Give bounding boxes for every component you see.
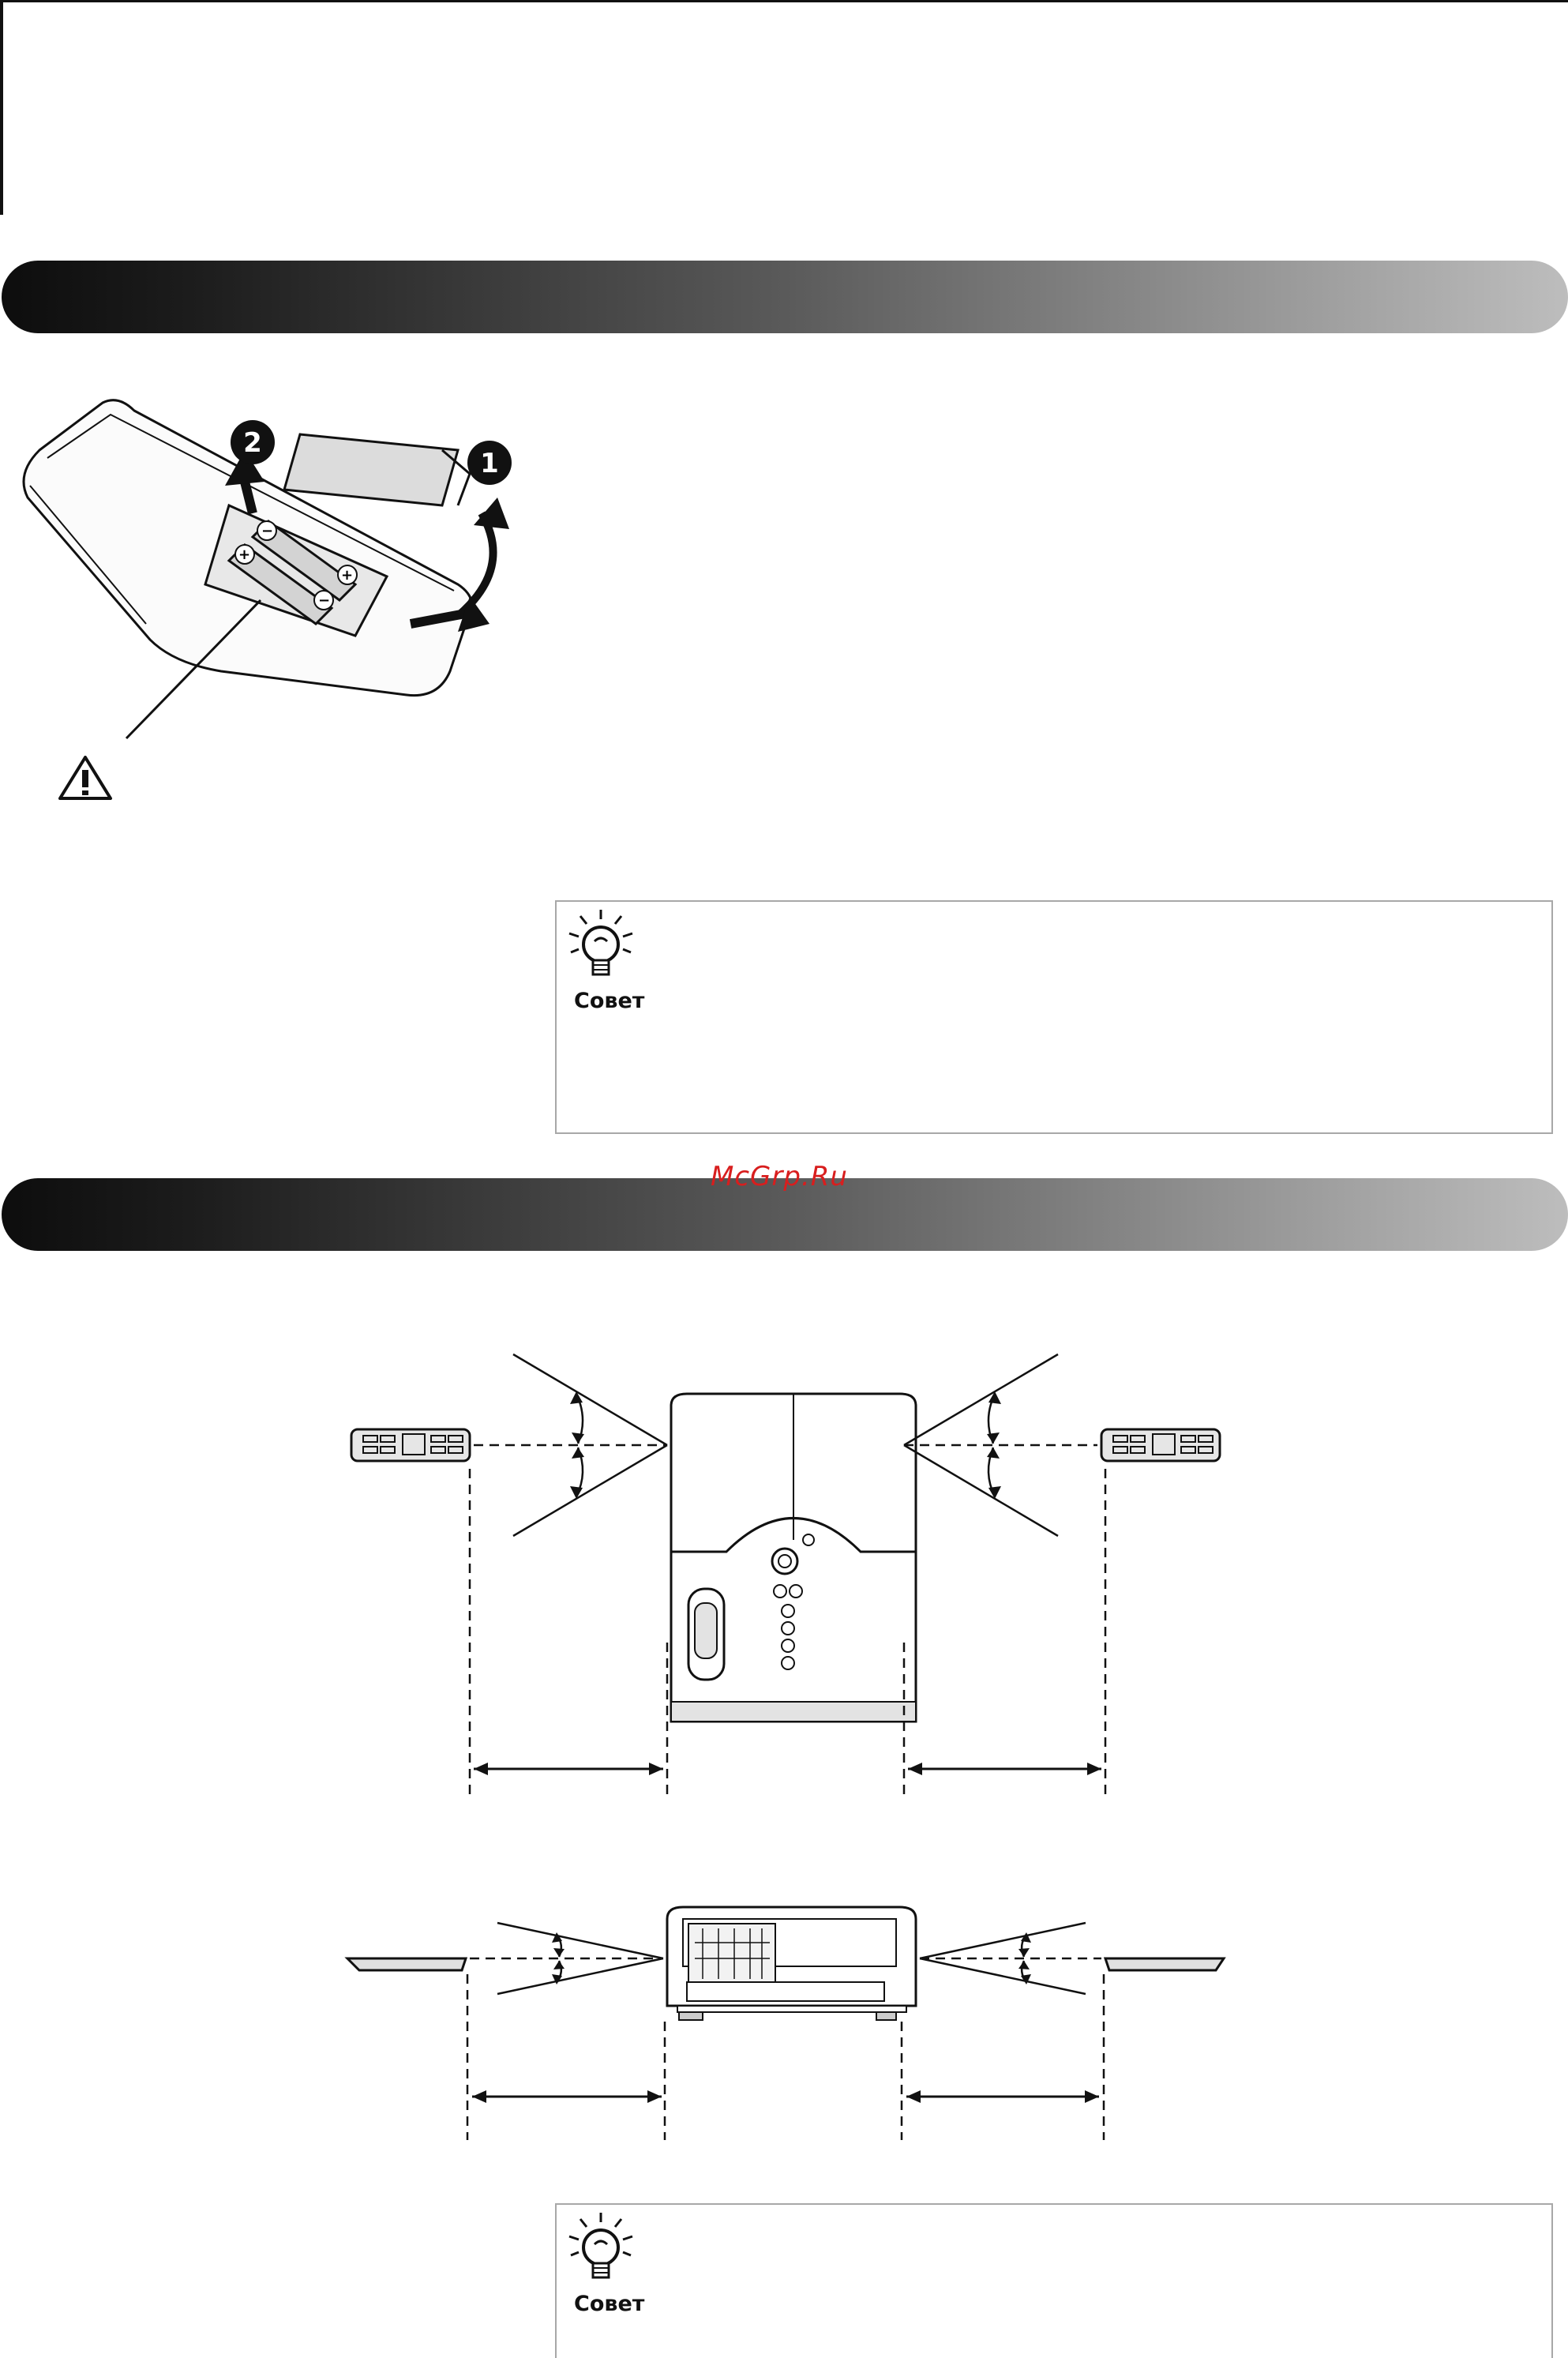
warning-icon: [57, 754, 114, 802]
top-rule: [0, 0, 1568, 2]
left-margin-rule: [0, 0, 3, 215]
lightbulb-icon: [561, 2210, 640, 2289]
lightbulb-icon: [561, 907, 640, 986]
svg-text:+: +: [238, 546, 251, 563]
section-header-bar-battery: [2, 261, 1568, 333]
svg-text:−: −: [318, 592, 331, 609]
tip-label: Совет: [574, 989, 645, 1013]
svg-text:+: +: [341, 567, 354, 584]
projector-icon: [671, 1394, 916, 1722]
tip-box-2: [555, 2203, 1553, 2358]
watermark: McGrp.Ru: [711, 1161, 848, 1192]
side-view-range-diagram: [332, 1887, 1240, 2140]
step-2-callout: [231, 420, 275, 464]
remote-control-icon: [347, 1958, 466, 1970]
remote-control-icon: [1101, 1429, 1220, 1461]
top-view-range-diagram: [332, 1342, 1240, 1800]
remote-control-icon: [1105, 1958, 1224, 1970]
projector-icon: [667, 1907, 916, 2020]
step-1-callout: [467, 441, 512, 485]
svg-text:2: 2: [243, 427, 262, 459]
svg-text:1: 1: [480, 448, 499, 479]
tip-box-1: [555, 900, 1553, 1134]
tip-label: Совет: [574, 2292, 645, 2316]
remote-control-icon: [351, 1429, 470, 1461]
svg-text:−: −: [261, 523, 274, 539]
